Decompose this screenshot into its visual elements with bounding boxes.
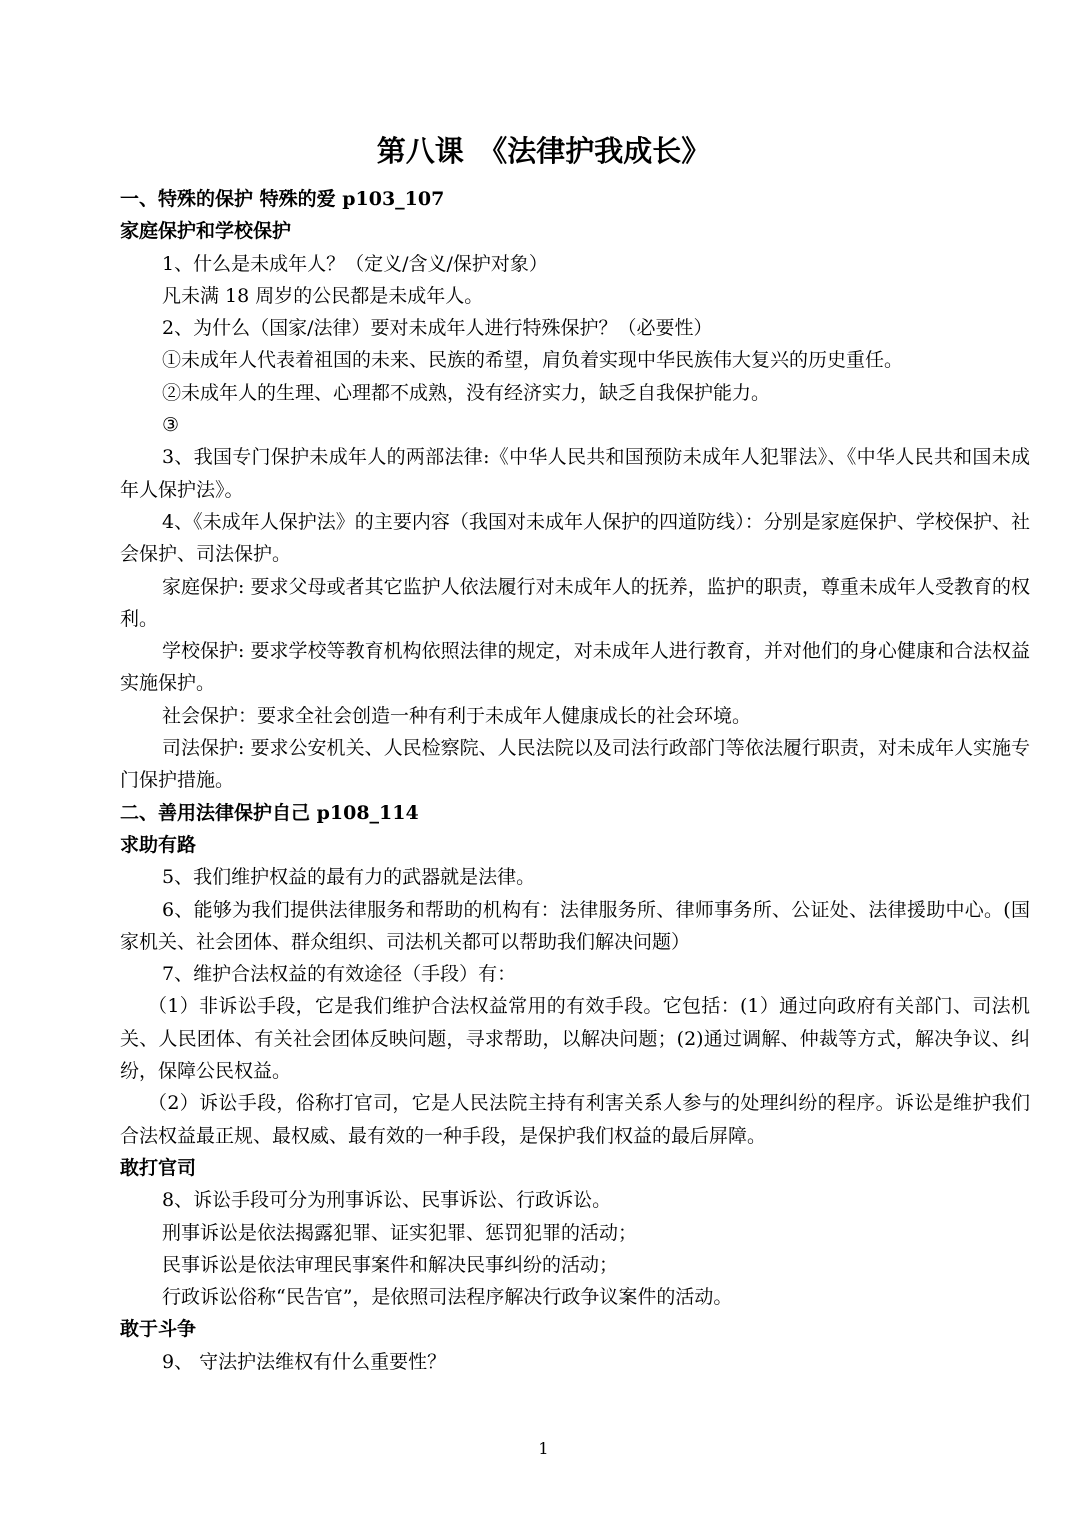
section-1-heading: 一、特殊的保护 特殊的爱 p103_107 (120, 188, 445, 210)
paragraph: 民事诉讼是依法审理民事案件和解决民事纠纷的活动； (162, 1253, 619, 1276)
paragraph: 4、《未成年人保护法》的主要内容（我国对未成年人保护的四道防线）：分别是家庭保护、学校保护、社会保护、司法保护。 (120, 510, 1030, 566)
subheading-seek-help: 求助有路 (120, 833, 197, 856)
paragraph: ②未成年人的生理、心理都不成熟，没有经济实力，缺乏自我保护能力。 (162, 381, 771, 404)
paragraph: 6、能够为我们提供法律服务和帮助的机构有：法律服务所、律师事务所、公证处、法律援助中心。(国家机关、社会团体、群众组织、司法机关都可以帮助我们解决问题） (120, 898, 1030, 953)
section-2-heading: 二、善用法律保护自己 p108_114 (120, 801, 419, 824)
paragraph: 1、什么是未成年人？（定义/含义/保护对象） (162, 252, 548, 275)
document-body (120, 183, 1030, 1378)
paragraph: ③ (162, 414, 180, 437)
subheading-struggle: 敢于斗争 (120, 1318, 197, 1341)
paragraph: （2）诉讼手段，俗称打官司，它是人民法院主持有利害关系人参与的处理纠纷的程序。诉讼是维护我们合法权益最正规、最权威、最有效的一种手段，是保护我们权益的最后屏障。 (120, 1092, 1030, 1147)
paragraph: 家庭保护: 要求父母或者其它监护人依法履行对未成年人的抚养，监护的职责，尊重未成年人受教育的权利。 (120, 575, 1030, 630)
subheading-lawsuit: 敢打官司 (120, 1156, 197, 1179)
paragraph: 9、 守法护法维权有什么重要性？ (162, 1350, 447, 1373)
paragraph: 2、为什么（国家/法律）要对未成年人进行特殊保护？（必要性） (162, 317, 713, 340)
paragraph: 7、维护合法权益的有效途径（手段）有： (162, 963, 517, 986)
paragraph: 司法保护: 要求公安机关、人民检察院、人民法院以及司法行政部门等依法履行职责，对未成年人实施专门保护措施。 (120, 737, 1030, 792)
paragraph: 刑事诉讼是依法揭露犯罪、证实犯罪、惩罚犯罪的活动； (162, 1221, 638, 1244)
paragraph: ①未成年人代表着祖国的未来、民族的希望，肩负着实现中华民族伟大复兴的历史重任。 (162, 349, 904, 372)
lesson-title: 第八课 《法律护我成长》 (376, 134, 711, 168)
paragraph: 5、我们维护权益的最有力的武器就是法律。 (162, 866, 536, 889)
paragraph: 8、诉讼手段可分为刑事诉讼、民事诉讼、行政诉讼。 (162, 1189, 612, 1212)
subheading-family-school: 家庭保护和学校保护 (120, 220, 292, 243)
paragraph: 3、我国专门保护未成年人的两部法律:《中华人民共和国预防未成年人犯罪法》、《中华人民共和国未成年人保护法》。 (120, 446, 1030, 501)
page-number: 1 (538, 1439, 549, 1458)
paragraph: 凡未满 18 周岁的公民都是未成年人。 (162, 284, 484, 307)
paragraph: （1）非诉讼手段，它是我们维护合法权益常用的有效手段。它包括：(1）通过向政府有关部门、司法机关、人民团体、有关社会团体反映问题，寻求帮助，以解决问题；(2)通过调解、仲裁等方式，解决争议、纠纷，保障公民权益。 (120, 995, 1030, 1083)
paragraph: 社会保护：要求全社会创造一种有利于未成年人健康成长的社会环境。 (162, 704, 752, 727)
paragraph: 行政诉讼俗称“民告官”，是依照司法程序解决行政争议案件的活动。 (162, 1286, 733, 1309)
paragraph: 学校保护: 要求学校等教育机构依照法律的规定，对未成年人进行教育，并对他们的身心健康和合法权益实施保护。 (120, 640, 1030, 695)
